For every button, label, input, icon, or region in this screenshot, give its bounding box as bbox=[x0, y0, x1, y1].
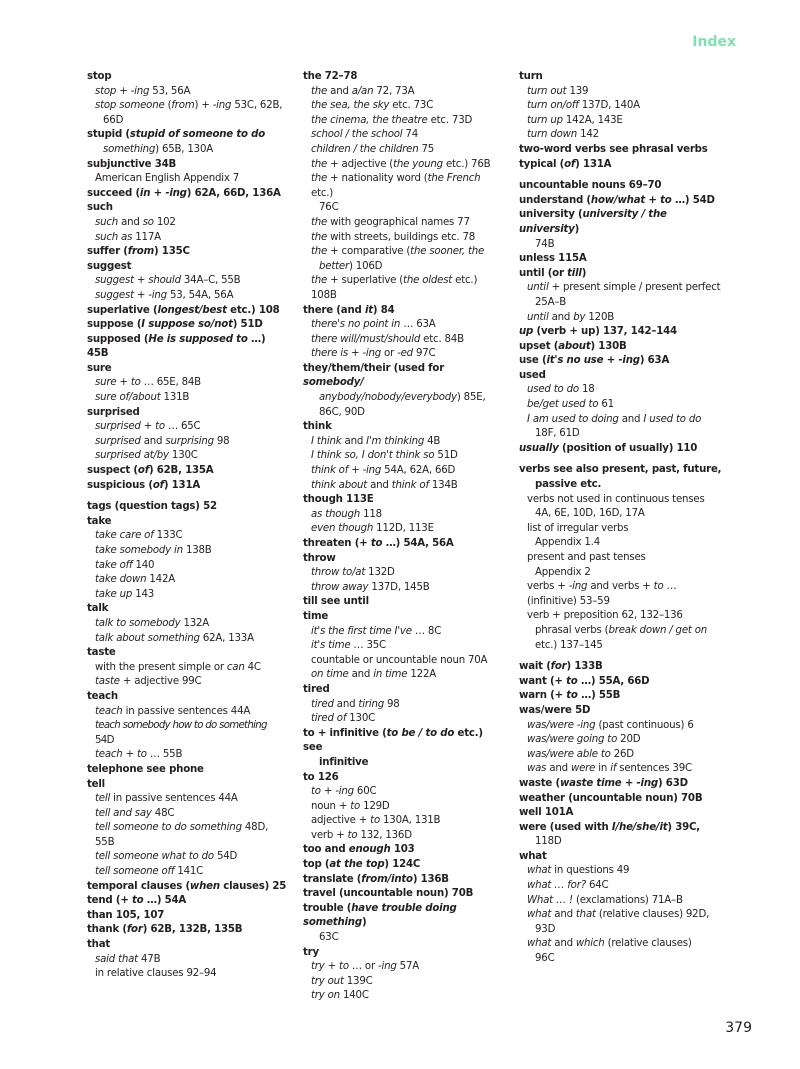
index-subentry: tell and say 48C bbox=[95, 807, 175, 819]
index-entry: think bbox=[303, 421, 332, 433]
index-entry: telephone see phone bbox=[87, 763, 204, 775]
index-entry: stupid (stupid of someone to do bbox=[87, 129, 266, 141]
index-subentry: the with streets, buildings etc. 78 bbox=[311, 231, 476, 243]
index-column-2 bbox=[303, 70, 503, 1004]
index-entry: tend (+ to …) 54A bbox=[87, 895, 187, 907]
index-subentry: 25A–B bbox=[535, 296, 567, 308]
index-entry: time bbox=[303, 610, 329, 622]
index-subentry: What … ! (exclamations) 71A–B bbox=[527, 894, 683, 906]
index-subentry: 74B bbox=[535, 238, 555, 250]
index-subentry: was/were going to 20D bbox=[527, 734, 641, 746]
index-entry: though 113E bbox=[303, 494, 374, 506]
index-entry: to 126 bbox=[303, 771, 339, 783]
index-entry: well 101A bbox=[519, 807, 574, 819]
index-entry: too and enough 103 bbox=[303, 844, 415, 856]
index-entry: were (used with I/he/she/it) 39C, bbox=[519, 821, 700, 833]
index-subentry: tell someone what to do 54D bbox=[95, 851, 238, 863]
index-subentry: try + to … or -ing 57A bbox=[311, 961, 419, 973]
index-subentry: I think so, I don't think so 51D bbox=[311, 450, 458, 462]
index-subentry: it's time … 35C bbox=[311, 640, 386, 652]
index-subentry: sure + to … 65E, 84B bbox=[95, 377, 201, 389]
index-entry: teach bbox=[87, 690, 118, 702]
index-subentry: (infinitive) 53–59 bbox=[527, 595, 610, 607]
index-subentry: verb + to 132, 136D bbox=[311, 829, 412, 841]
index-subentry: take down 142A bbox=[95, 574, 175, 586]
index-entry: try bbox=[303, 946, 319, 958]
index-entry: used bbox=[519, 369, 546, 381]
index-subentry: American English Appendix 7 bbox=[95, 173, 240, 185]
index-subentry: the + nationality word (the French etc.) bbox=[311, 173, 481, 199]
index-subentry: teach + to … 55B bbox=[95, 749, 183, 761]
index-subentry: surprised and surprising 98 bbox=[95, 435, 230, 447]
index-entry: till see until bbox=[303, 596, 369, 608]
index-subentry: the sea, the sky etc. 73C bbox=[311, 100, 434, 112]
index-entry: there (and it) 84 bbox=[303, 304, 395, 316]
index-entry: verbs see also present, past, future, bbox=[519, 464, 722, 476]
index-subentry: take off 140 bbox=[95, 559, 155, 571]
index-entry: succeed (in + -ing) 62A, 66D, 136A bbox=[87, 187, 281, 199]
index-entry: waste (waste time + -ing) 63D bbox=[519, 777, 688, 789]
index-subentry: what in questions 49 bbox=[527, 865, 630, 877]
index-subentry: surprised at/by 130C bbox=[95, 450, 198, 462]
index-subentry: adjective + to 130A, 131B bbox=[311, 815, 441, 827]
index-entry: taste bbox=[87, 647, 116, 659]
index-subentry: it's the first time I've … 8C bbox=[311, 625, 442, 637]
index-subentry: etc.) 137–145 bbox=[535, 639, 603, 651]
index-entry: passive etc. bbox=[535, 479, 602, 491]
index-subentry: verbs + -ing and verbs + to … bbox=[527, 581, 677, 593]
index-subentry: present and past tenses bbox=[527, 552, 646, 563]
index-entry: was/were 5D bbox=[519, 704, 591, 716]
index-entry: warn (+ to …) 55B bbox=[519, 690, 621, 702]
index-subentry: tell someone off 141C bbox=[95, 866, 204, 878]
index-entry: stop bbox=[87, 71, 112, 82]
index-subentry: was/were able to 26D bbox=[527, 748, 634, 760]
index-entry: usually (position of usually) 110 bbox=[519, 442, 698, 454]
index-entry: suppose (I suppose so/not) 51D bbox=[87, 319, 263, 331]
index-subentry: take up 143 bbox=[95, 588, 155, 600]
index-subentry: take somebody in 138B bbox=[95, 545, 212, 556]
index-subentry: list of irregular verbs bbox=[527, 522, 629, 534]
index-entry: use (it's no use + -ing) 63A bbox=[519, 355, 670, 367]
index-entry: two-word verbs see phrasal verbs bbox=[519, 143, 708, 155]
index-subentry: teach in passive sentences 44A bbox=[95, 705, 251, 717]
index-entry: tell bbox=[87, 778, 105, 790]
index-entry: translate (from/into) 136B bbox=[303, 873, 449, 885]
page-number: 379 bbox=[725, 1020, 752, 1036]
index-subentry: such as 117A bbox=[95, 231, 161, 243]
index-entry: infinitive bbox=[319, 756, 369, 768]
index-subentry: there will/must/should etc. 84B bbox=[311, 333, 464, 345]
index-subentry: there is + -ing or -ed 97C bbox=[311, 348, 436, 360]
index-subentry: 4A, 6E, 10D, 16D, 17A bbox=[535, 508, 645, 520]
index-subentry: with the present simple or can 4C bbox=[95, 661, 261, 673]
index-entry: weather (uncountable noun) 70B bbox=[519, 792, 703, 804]
index-entry: suffer (from) 135C bbox=[87, 246, 190, 258]
index-subentry: turn up 142A, 143E bbox=[527, 114, 623, 126]
index-subentry: 66D bbox=[103, 114, 124, 126]
index-entry: than 105, 107 bbox=[87, 909, 165, 921]
index-entry: unless 115A bbox=[519, 253, 587, 265]
index-subentry: tell in passive sentences 44A bbox=[95, 793, 238, 805]
index-subentry: try out 139C bbox=[311, 975, 373, 987]
index-subentry: verbs not used in continuous tenses bbox=[527, 493, 705, 505]
index-subentry: turn out 139 bbox=[527, 85, 589, 97]
index-subentry: the with geographical names 77 bbox=[311, 216, 470, 228]
index-subentry: 63C bbox=[319, 932, 339, 944]
index-entry: trouble (have trouble doing something) bbox=[303, 902, 457, 929]
index-subentry: verb + preposition 62, 132–136 bbox=[527, 610, 683, 622]
index-entry: up (verb + up) 137, 142–144 bbox=[519, 326, 677, 338]
index-subentry: on time and in time 122A bbox=[311, 669, 437, 681]
index-subentry: teach somebody how to do something 54D bbox=[95, 720, 267, 746]
index-subentry: 118D bbox=[535, 836, 562, 848]
index-entry: such bbox=[87, 202, 113, 214]
index-subentry: turn down 142 bbox=[527, 129, 599, 141]
index-subentry: the + superlative (the oldest etc.) 108B bbox=[311, 275, 478, 301]
index-subentry: as though 118 bbox=[311, 508, 382, 520]
index-subentry: Appendix 2 bbox=[535, 566, 591, 578]
index-subentry: think of + -ing 54A, 62A, 66D bbox=[311, 465, 456, 477]
index-entry: understand (how/what + to …) 54D bbox=[519, 194, 715, 206]
index-column-3 bbox=[519, 70, 729, 967]
index-subentry: school / the school 74 bbox=[311, 129, 418, 141]
index-entry: threaten (+ to …) 54A, 56A bbox=[303, 538, 454, 549]
index-subentry: was and were in if sentences 39C bbox=[527, 763, 692, 775]
index-entry: university (university / the university) bbox=[519, 209, 667, 235]
index-subentry: take care of 133C bbox=[95, 530, 183, 542]
index-subentry: be/get used to 61 bbox=[527, 399, 614, 411]
index-entry: tired bbox=[303, 683, 330, 695]
index-subentry: try on 140C bbox=[311, 990, 369, 1002]
index-subentry: 18F, 61D bbox=[535, 428, 580, 440]
index-entry: until (or till) bbox=[519, 267, 587, 279]
index-subentry: turn on/off 137D, 140A bbox=[527, 100, 640, 112]
index-subentry: phrasal verbs (break down / get on bbox=[535, 624, 708, 636]
index-entry: subjunctive 34B bbox=[87, 158, 177, 170]
index-subentry: the + adjective (the young etc.) 76B bbox=[311, 158, 491, 170]
index-subentry: 93D bbox=[535, 923, 556, 935]
index-entry: to + infinitive (to be / to do etc.) see bbox=[303, 727, 483, 754]
index-entry: supposed (He is supposed to …) 45B bbox=[87, 333, 266, 360]
index-subentry: think about and think of 134B bbox=[311, 479, 458, 491]
index-column-1 bbox=[87, 70, 287, 982]
index-subentry: 86C, 90D bbox=[319, 406, 365, 418]
index-subentry: I think and I'm thinking 4B bbox=[311, 435, 441, 447]
index-subentry: Appendix 1.4 bbox=[535, 537, 600, 549]
index-entry: top (at the top) 124C bbox=[303, 859, 421, 871]
index-subentry: noun + to 129D bbox=[311, 800, 390, 812]
index-subentry: the and a/an 72, 73A bbox=[311, 85, 415, 97]
index-entry: superlative (longest/best etc.) 108 bbox=[87, 304, 280, 316]
page-title: Index bbox=[692, 34, 736, 50]
index-entry: suspect (of) 62B, 135A bbox=[87, 465, 214, 477]
index-subentry: stop someone (from) + -ing 53C, 62B, bbox=[95, 100, 283, 112]
index-subentry: sure of/about 131B bbox=[95, 392, 190, 404]
index-subentry: anybody/nobody/everybody) 85E, bbox=[319, 392, 486, 404]
index-subentry: what … for? 64C bbox=[527, 880, 609, 892]
index-subentry: what and which (relative clauses) bbox=[527, 938, 692, 950]
index-subentry: talk about something 62A, 133A bbox=[95, 632, 254, 644]
index-subentry: in relative clauses 92–94 bbox=[95, 968, 217, 980]
index-entry: throw bbox=[303, 552, 336, 564]
index-entry: surprised bbox=[87, 406, 140, 418]
index-subentry: tired and tiring 98 bbox=[311, 698, 400, 710]
index-subentry: used to do 18 bbox=[527, 384, 595, 396]
index-entry: tags (question tags) 52 bbox=[87, 501, 217, 513]
index-subentry: such and so 102 bbox=[95, 216, 176, 228]
index-subentry: what and that (relative clauses) 92D, bbox=[527, 909, 710, 921]
index-subentry: taste + adjective 99C bbox=[95, 676, 202, 688]
index-subentry: talk to somebody 132A bbox=[95, 617, 210, 629]
index-subentry: to + -ing 60C bbox=[311, 786, 377, 798]
index-entry: upset (about) 130B bbox=[519, 340, 627, 352]
index-subentry: throw away 137D, 145B bbox=[311, 581, 430, 593]
index-subentry: tired of 130C bbox=[311, 713, 376, 725]
index-entry: that bbox=[87, 939, 111, 951]
index-subentry: stop + -ing 53, 56A bbox=[95, 85, 191, 97]
index-entry: travel (uncountable noun) 70B bbox=[303, 888, 474, 900]
index-subentry: suggest + -ing 53, 54A, 56A bbox=[95, 289, 234, 301]
index-entry: uncountable nouns 69–70 bbox=[519, 180, 662, 192]
index-subentry: 76C bbox=[319, 202, 339, 214]
index-entry: temporal clauses (when clauses) 25 bbox=[87, 880, 287, 892]
index-subentry: countable or uncountable noun 70A bbox=[311, 654, 488, 666]
index-subentry: until + present simple / present perfect bbox=[527, 282, 721, 294]
index-entry: the 72–78 bbox=[303, 71, 358, 82]
index-subentry: the cinema, the theatre etc. 73D bbox=[311, 114, 473, 126]
index-subentry: 96C bbox=[535, 953, 555, 965]
index-entry: typical (of) 131A bbox=[519, 158, 612, 170]
index-subentry: the + comparative (the sooner, the bbox=[311, 246, 485, 258]
index-subentry: until and by 120B bbox=[527, 311, 615, 323]
index-entry: they/them/their (used for somebody/ bbox=[303, 362, 445, 389]
index-entry: what bbox=[519, 850, 547, 862]
index-entry: thank (for) 62B, 132B, 135B bbox=[87, 924, 243, 936]
index-subentry: said that 47B bbox=[95, 953, 161, 965]
index-subentry: even though 112D, 113E bbox=[311, 523, 434, 535]
index-entry: take bbox=[87, 515, 112, 527]
index-entry: suspicious (of) 131A bbox=[87, 479, 201, 491]
index-subentry: I am used to doing and I used to do bbox=[527, 413, 702, 425]
index-entry: sure bbox=[87, 362, 112, 374]
index-subentry: something) 65B, 130A bbox=[103, 143, 213, 155]
index-entry: suggest bbox=[87, 260, 132, 272]
index-subentry: was/were -ing (past continuous) 6 bbox=[527, 719, 694, 731]
index-subentry: suggest + should 34A–C, 55B bbox=[95, 275, 241, 287]
index-subentry: tell someone to do something 48D, 55B bbox=[95, 822, 269, 848]
index-subentry: children / the children 75 bbox=[311, 143, 435, 155]
index-entry: turn bbox=[519, 71, 543, 82]
index-subentry: there's no point in … 63A bbox=[311, 319, 436, 331]
index-subentry: surprised + to … 65C bbox=[95, 421, 201, 433]
index-subentry: throw to/at 132D bbox=[311, 567, 395, 579]
index-entry: talk bbox=[87, 603, 109, 615]
index-entry: want (+ to …) 55A, 66D bbox=[519, 675, 650, 687]
index-subentry: better) 106D bbox=[319, 260, 383, 272]
index-entry: wait (for) 133B bbox=[519, 661, 603, 673]
